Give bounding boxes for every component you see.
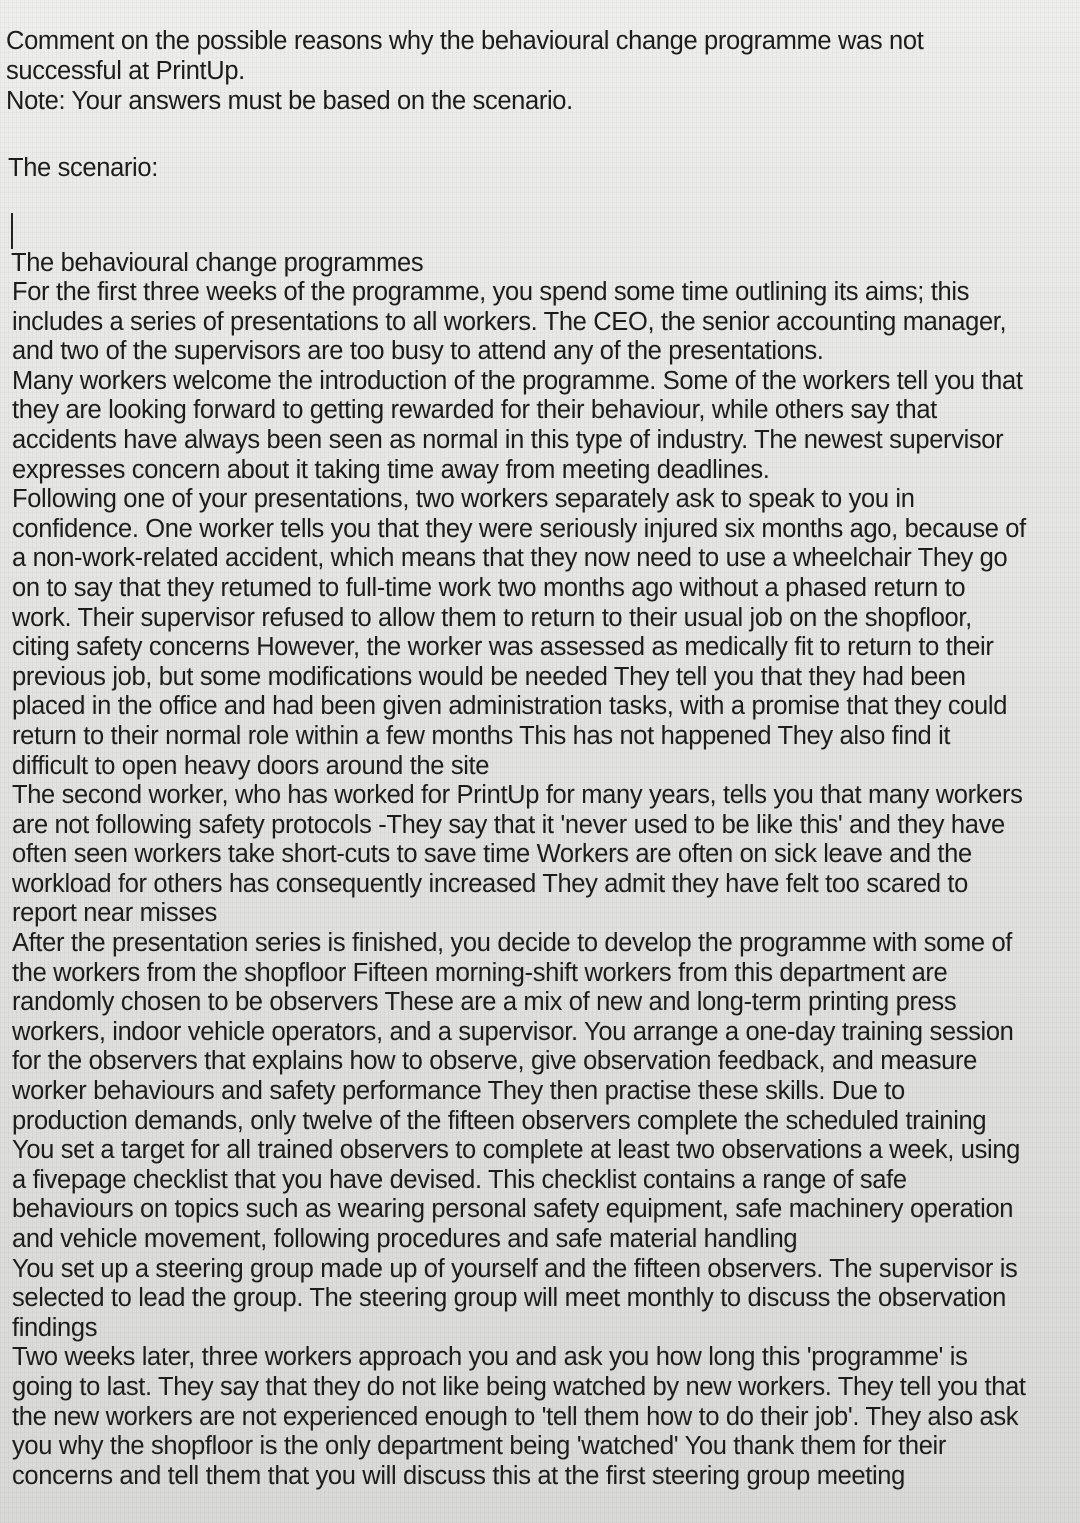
body-line: the workers from the shopfloor Fifteen morning-shift workers from this department are bbox=[12, 958, 948, 987]
text-cursor bbox=[11, 213, 13, 249]
body-line: workers, indoor vehicle operators, and a supervisor. You arrange a one-day training session bbox=[12, 1017, 1014, 1046]
question-line: Comment on the possible reasons why the behavioural change programme was not bbox=[6, 27, 924, 55]
question-line: successful at PrintUp. bbox=[6, 57, 245, 85]
question-block bbox=[6, 26, 923, 116]
body-line: You set a target for all trained observers to complete at least two observations a week, using bbox=[12, 1136, 1020, 1165]
scenario-body bbox=[12, 278, 1026, 1491]
body-line: Many workers welcome the introduction of the programme. Some of the workers tell you that bbox=[12, 366, 1023, 395]
body-line: workload for others has consequently increased They admit they have felt too scared to bbox=[12, 869, 968, 898]
body-line: the new workers are not experienced enough to 'tell them how to do their job'. They also ask bbox=[12, 1402, 1019, 1431]
body-line: behaviours on topics such as wearing personal safety equipment, safe machinery operation bbox=[12, 1195, 1014, 1224]
body-line: previous job, but some modifications would be needed They tell you that they had been bbox=[12, 662, 966, 691]
section-title bbox=[11, 248, 423, 278]
section-title-text: The behavioural change programmes bbox=[11, 249, 424, 277]
body-line: production demands, only twelve of the fifteen observers complete the scheduled training bbox=[12, 1106, 987, 1135]
body-line: selected to lead the group. The steering group will meet monthly to discuss the observation bbox=[12, 1284, 1006, 1313]
body-line: accidents have always been seen as normal in this type of industry. The newest supervisor bbox=[12, 425, 1004, 454]
scenario-label-text: The scenario: bbox=[8, 154, 158, 182]
body-line: findings bbox=[12, 1313, 98, 1342]
body-line: expresses concern about it taking time away from meeting deadlines. bbox=[12, 455, 770, 484]
body-line: and two of the supervisors are too busy to attend any of the presentations. bbox=[12, 337, 824, 366]
body-line: a non-work-related accident, which means that they now need to use a wheelchair They go bbox=[12, 544, 1008, 573]
body-line: Two weeks later, three workers approach you and ask you how long this 'programme' is bbox=[12, 1343, 968, 1372]
scenario-label bbox=[8, 153, 158, 183]
body-line: You set up a steering group made up of yourself and the fifteen observers. The supervisor is bbox=[12, 1254, 1018, 1283]
body-line: After the presentation series is finished, you decide to develop the programme with some of bbox=[12, 929, 1013, 958]
body-line: Following one of your presentations, two workers separately ask to speak to you in bbox=[12, 485, 915, 514]
body-line: going to last. They say that they do not like being watched by new workers. They tell you that bbox=[12, 1372, 1026, 1401]
body-line: and vehicle movement, following procedures and safe material handling bbox=[12, 1225, 798, 1253]
body-line: For the first three weeks of the programme, you spend some time outlining its aims; this bbox=[12, 278, 970, 306]
body-line: report near misses bbox=[12, 899, 217, 928]
body-line: The second worker, who has worked for PrintUp for many years, tells you that many workers bbox=[12, 781, 1023, 810]
body-line: concerns and tell them that you will discuss this at the first steering group meeting bbox=[12, 1461, 905, 1490]
body-line: they are looking forward to getting rewarded for their behaviour, while others say that bbox=[12, 396, 937, 425]
body-line: placed in the office and had been given administration tasks, with a promise that they could bbox=[12, 692, 1008, 721]
body-line: you why the shopfloor is the only department being 'watched' You thank them for their bbox=[12, 1432, 946, 1461]
body-line: return to their normal role within a few months This has not happened They also find it bbox=[12, 721, 951, 750]
body-line: worker behaviours and safety performance They then practise these skills. Due to bbox=[12, 1077, 905, 1106]
body-line: includes a series of presentations to all workers. The CEO, the senior accounting manager, bbox=[12, 307, 1007, 336]
body-line: are not following safety protocols -They say that it 'never used to be like this' and they have bbox=[12, 810, 1005, 839]
body-line: citing safety concerns However, the worker was assessed as medically fit to return to their bbox=[12, 633, 994, 662]
body-line: a fivepage checklist that you have devised. This checklist contains a range of safe bbox=[12, 1165, 907, 1194]
body-line: for the observers that explains how to observe, give observation feedback, and measure bbox=[12, 1047, 977, 1076]
body-line: randomly chosen to be observers These are a mix of new and long-term printing press bbox=[12, 988, 957, 1017]
body-line: on to say that they retumed to full-time work two months ago without a phased return to bbox=[12, 573, 966, 602]
body-line: work. Their supervisor refused to allow them to return to their usual job on the shopfloor, bbox=[12, 603, 972, 632]
body-line: often seen workers take short-cuts to save time Workers are often on sick leave and the bbox=[12, 840, 972, 869]
body-line: confidence. One worker tells you that they were seriously injured six months ago, because of bbox=[12, 514, 1026, 543]
body-line: difficult to open heavy doors around the site bbox=[12, 751, 490, 780]
note-line: Note: Your answers must be based on the scenario. bbox=[6, 87, 573, 115]
